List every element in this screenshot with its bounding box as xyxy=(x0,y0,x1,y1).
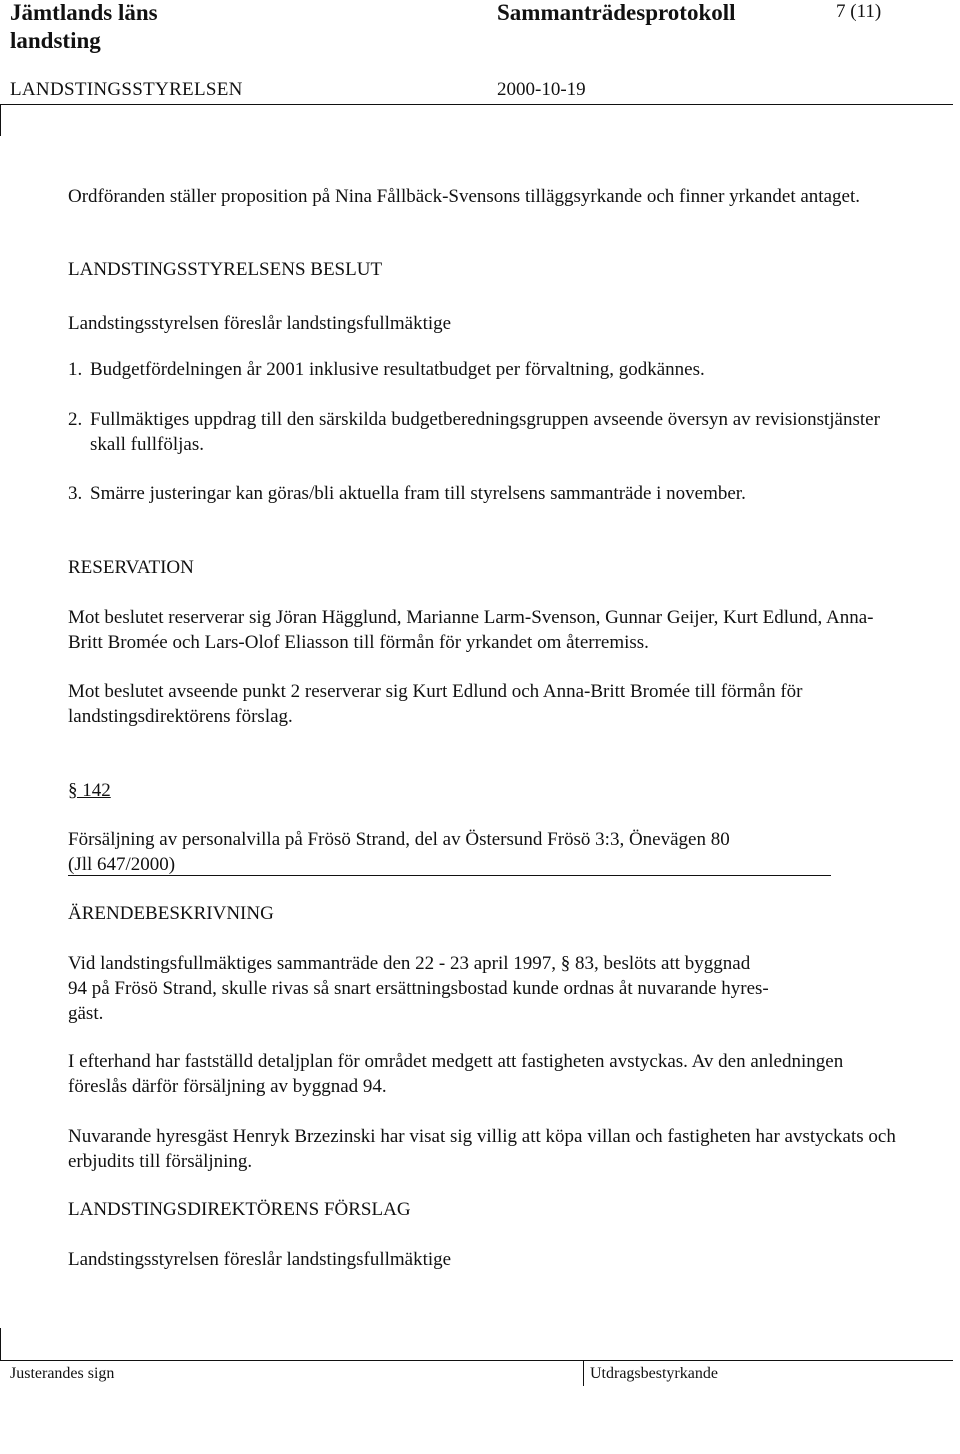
board-name: LANDSTINGSSTYRELSEN xyxy=(10,79,243,100)
list-item-number: 2. xyxy=(68,409,83,430)
footer-rule xyxy=(0,1360,953,1361)
list-item-text: Smärre justeringar kan göras/bli aktuella fram till styrelsens sammanträde i november. xyxy=(90,483,746,504)
arende-heading: ÄRENDEBESKRIVNING xyxy=(68,903,274,924)
header-rule xyxy=(0,104,953,105)
beslut-lead: Landstingsstyrelsen föreslår landstingsfullmäktige xyxy=(68,313,452,334)
org-name-line1: Jämtlands läns xyxy=(10,0,158,25)
arende-paragraph-1-line3: gäst. xyxy=(68,1003,104,1024)
list-item xyxy=(68,407,908,457)
intro-paragraph: Ordföranden ställer proposition på Nina Fållbäck-Svensons tilläggsyrkande och finner yrkandet antaget. xyxy=(68,186,860,207)
footer-signature-label: Justerandes sign xyxy=(10,1365,115,1382)
reservation-paragraph-1: Mot beslutet reserverar sig Jöran Hägglund, Marianne Larm-Svenson, Gunnar Geijer, Kurt Edlund, Anna-Britt Bromée och Lars-Olof Eliasson till förmån för yrkandet om återremiss. xyxy=(68,607,874,653)
list-item-text: Fullmäktiges uppdrag till den särskilda budgetberedningsgruppen avseende översyn av revisionstjänster skall fullföljas. xyxy=(90,409,880,455)
paragraph-number: § 142 xyxy=(68,780,111,801)
list-item-number: 1. xyxy=(68,359,83,380)
case-title-line2: (Jll 647/2000) xyxy=(68,854,176,875)
reservation-heading: RESERVATION xyxy=(68,557,194,578)
page-number: 7 (11) xyxy=(836,1,882,22)
org-name-line2: landsting xyxy=(10,28,101,53)
arende-paragraph-2: I efterhand har fastställd detaljplan för området medgett att fastigheten avstyckas. Av den anledningen föreslås därför försäljning av byggnad 94. xyxy=(68,1051,844,1097)
document-type: Sammanträdesprotokoll xyxy=(497,0,736,25)
list-item xyxy=(68,481,908,506)
title-underline xyxy=(68,875,831,876)
list-item-text: Budgetfördelningen år 2001 inklusive resultatbudget per förvaltning, godkännes. xyxy=(90,359,705,380)
arende-paragraph-1-line1: Vid landstingsfullmäktiges sammanträde den 22 - 23 april 1997, § 83, beslöts att byggnad xyxy=(68,953,751,974)
list-item xyxy=(68,357,908,382)
case-title-line1: Försäljning av personalvilla på Frösö Strand, del av Östersund Frösö 3:3, Önevägen 80 xyxy=(68,829,730,850)
header-rule-tick xyxy=(0,104,1,136)
arende-paragraph-3: Nuvarande hyresgäst Henryk Brzezinski har visat sig villig att köpa villan och fastigheten har avstyckats och erbjudits till försäljning. xyxy=(68,1126,896,1172)
forslag-lead: Landstingsstyrelsen föreslår landstingsfullmäktige xyxy=(68,1249,452,1270)
beslut-heading: LANDSTINGSSTYRELSENS BESLUT xyxy=(68,259,383,280)
footer-extract-label: Utdragsbestyrkande xyxy=(590,1365,718,1382)
meeting-date: 2000-10-19 xyxy=(497,79,586,100)
reservation-paragraph-2: Mot beslutet avseende punkt 2 reserverar sig Kurt Edlund och Anna-Britt Bromée till förmån för landstingsdirektörens förslag. xyxy=(68,681,803,727)
footer-rule-tick-left xyxy=(0,1328,1,1361)
footer-rule-tick-middle xyxy=(583,1360,584,1386)
arende-paragraph-1-line2: 94 på Frösö Strand, skulle rivas så snart ersättningsbostad kunde ordnas åt nuvarande hyres- xyxy=(68,978,769,999)
forslag-heading: LANDSTINGSDIREKTÖRENS FÖRSLAG xyxy=(68,1199,411,1220)
list-item-number: 3. xyxy=(68,483,83,504)
